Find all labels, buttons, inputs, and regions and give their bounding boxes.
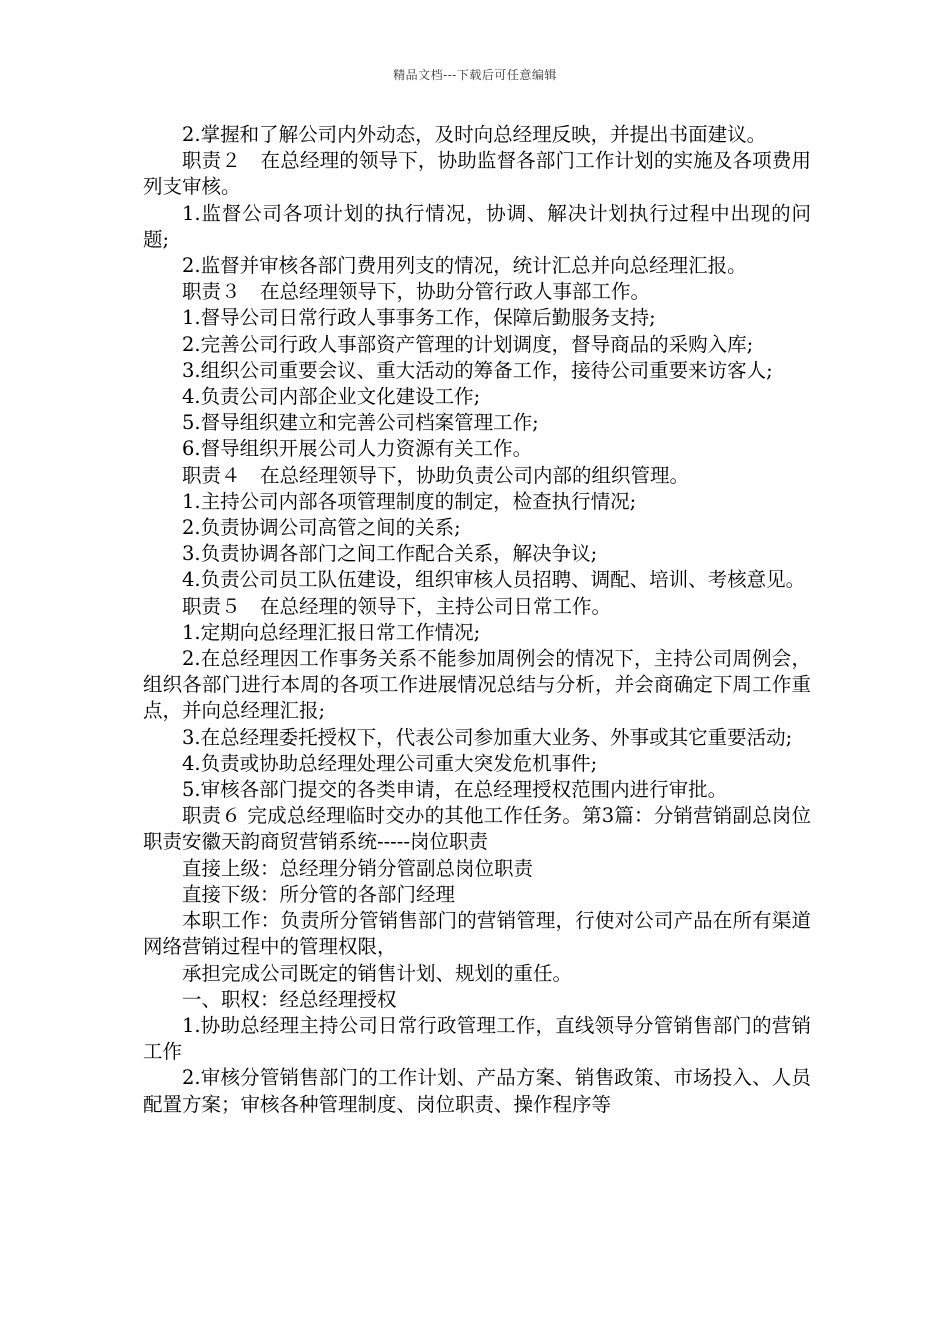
paragraph: 职责５ 在总经理的领导下，主持公司日常工作。: [182, 594, 612, 618]
paragraph: 1.定期向总经理汇报日常工作情况;: [182, 620, 481, 644]
page-header: 精品文档---下载后可任意编辑: [393, 68, 557, 82]
paragraph: 1.监督公司各项计划的执行情况，协调、解决计划执行过程中出现的问题;: [143, 201, 811, 251]
paragraph: 职责３ 在总经理领导下，协助分管行政人事部工作。: [182, 280, 651, 304]
paragraph: 直接上级：总经理分销分管副总岗位职责: [182, 856, 534, 880]
paragraph: 1.督导公司日常行政人事事务工作，保障后勤服务支持;: [182, 306, 656, 330]
paragraph: 职责４ 在总经理领导下，协助负责公司内部的组织管理。: [182, 463, 690, 487]
paragraph: 4.负责公司员工队伍建设，组织审核人员招聘、调配、培训、考核意见。: [182, 568, 806, 592]
paragraph: 职责６ 完成总经理临时交办的其他工作任务。第3篇：分销营销副总岗位职责安徽天韵商贸营销系统-----岗位职责: [143, 804, 811, 854]
paragraph: 本职工作：负责所分管销售部门的营销管理，行使对公司产品在所有渠道网络营销过程中的管理权限，: [143, 909, 811, 959]
paragraph: 2.在总经理因工作事务关系不能参加周例会的情况下，主持公司周例会，组织各部门进行本周的各项工作进展情况总结与分析，并会商确定下周工作重点，并向总经理汇报;: [143, 647, 811, 723]
paragraph: 1.主持公司内部各项管理制度的制定，检查执行情况;: [182, 489, 637, 513]
paragraph: 4.负责或协助总经理处理公司重大突发危机事件;: [182, 751, 598, 775]
paragraph: 1.协助总经理主持公司日常行政管理工作，直线领导分管销售部门的营销工作: [143, 1013, 811, 1064]
paragraph: 职责２ 在总经理的领导下，协助监督各部门工作计划的实施及各项费用列支审核。: [143, 149, 811, 199]
paragraph: 3.在总经理委托授权下，代表公司参加重大业务、外事或其它重要活动;: [182, 725, 793, 749]
paragraph: 一、职权：经总经理授权: [182, 987, 397, 1011]
paragraph: 2.完善公司行政人事部资产管理的计划调度，督导商品的采购入库;: [182, 332, 754, 356]
paragraph: 2.审核分管销售部门的工作计划、产品方案、销售政策、市场投入、人员配置方案；审核各种管理制度、岗位职责、操作程序等: [143, 1066, 811, 1116]
paragraph: 承担完成公司既定的销售计划、规划的重任。: [182, 961, 573, 985]
paragraph: 3.组织公司重要会议、重大活动的筹备工作，接待公司重要来访客人;: [182, 358, 773, 382]
paragraph: 2.掌握和了解公司内外动态，及时向总经理反映，并提出书面建议。: [182, 123, 767, 146]
paragraph: 6.督导组织开展公司人力资源有关工作。: [182, 437, 533, 461]
paragraph: 4.负责公司内部企业文化建设工作;: [182, 385, 481, 409]
paragraph: 直接下级：所分管的各部门经理: [182, 882, 456, 906]
document-body: [143, 122, 811, 1118]
paragraph: 5.审核各部门提交的各类申请，在总经理授权范围内进行审批。: [182, 778, 728, 802]
paragraph: 2.负责协调公司高管之间的关系;: [182, 516, 461, 540]
paragraph: 2.监督并审核各部门费用列支的情况，统计汇总并向总经理汇报。: [182, 254, 747, 278]
paragraph: 5.督导组织建立和完善公司档案管理工作;: [182, 411, 539, 435]
paragraph: 3.负责协调各部门之间工作配合关系，解决争议;: [182, 542, 598, 566]
